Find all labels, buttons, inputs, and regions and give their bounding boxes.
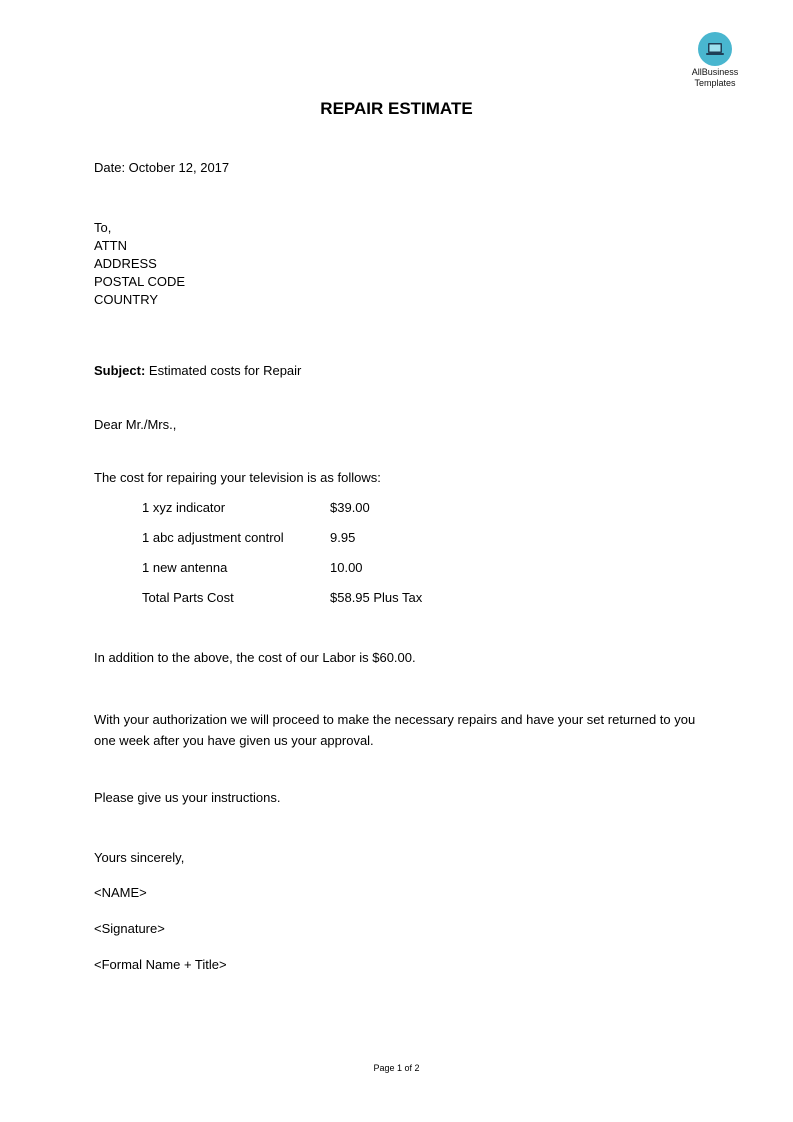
formal-name-placeholder: <Formal Name + Title> xyxy=(94,957,227,972)
document-title: REPAIR ESTIMATE xyxy=(320,99,473,118)
recipient-attn: ATTN xyxy=(94,238,127,253)
recipient-postal-code: POSTAL CODE xyxy=(94,274,186,289)
item-price: 10.00 xyxy=(330,560,363,575)
subject-line xyxy=(94,363,301,378)
authorization-text: With your authorization we will proceed to make the necessary repairs and have your set returned to you one week after you have given us your approval. xyxy=(94,712,696,748)
total-price: $58.95 Plus Tax xyxy=(330,590,423,605)
item-name: 1 new antenna xyxy=(142,560,228,575)
total-name: Total Parts Cost xyxy=(142,590,234,605)
labor-text: In addition to the above, the cost of our Labor is $60.00. xyxy=(94,650,416,665)
item-name: 1 abc adjustment control xyxy=(142,530,284,545)
logo-text-line2: Templates xyxy=(694,78,736,88)
laptop-icon xyxy=(705,41,725,57)
date-line: Date: October 12, 2017 xyxy=(94,160,230,175)
salutation: Dear Mr./Mrs., xyxy=(94,417,177,432)
page-number: Page 1 of 2 xyxy=(373,1063,420,1073)
intro-text: The cost for repairing your television is as follows: xyxy=(94,470,381,485)
signature-placeholder: <Signature> xyxy=(94,921,165,936)
closing-text: Yours sincerely, xyxy=(94,850,185,865)
recipient-country: COUNTRY xyxy=(94,292,159,307)
logo-text-line1: AllBusiness xyxy=(691,67,739,77)
subject-label: Subject: xyxy=(94,363,146,378)
instructions-text: Please give us your instructions. xyxy=(94,790,281,805)
item-name: 1 xyz indicator xyxy=(142,500,226,515)
company-logo xyxy=(686,32,744,88)
logo-badge xyxy=(698,32,732,66)
recipient-address: ADDRESS xyxy=(94,256,157,271)
recipient-to: To, xyxy=(94,220,112,235)
item-price: $39.00 xyxy=(330,500,370,515)
item-price: 9.95 xyxy=(330,530,356,545)
subject-text: Estimated costs for Repair xyxy=(148,363,302,378)
name-placeholder: <NAME> xyxy=(94,885,147,900)
